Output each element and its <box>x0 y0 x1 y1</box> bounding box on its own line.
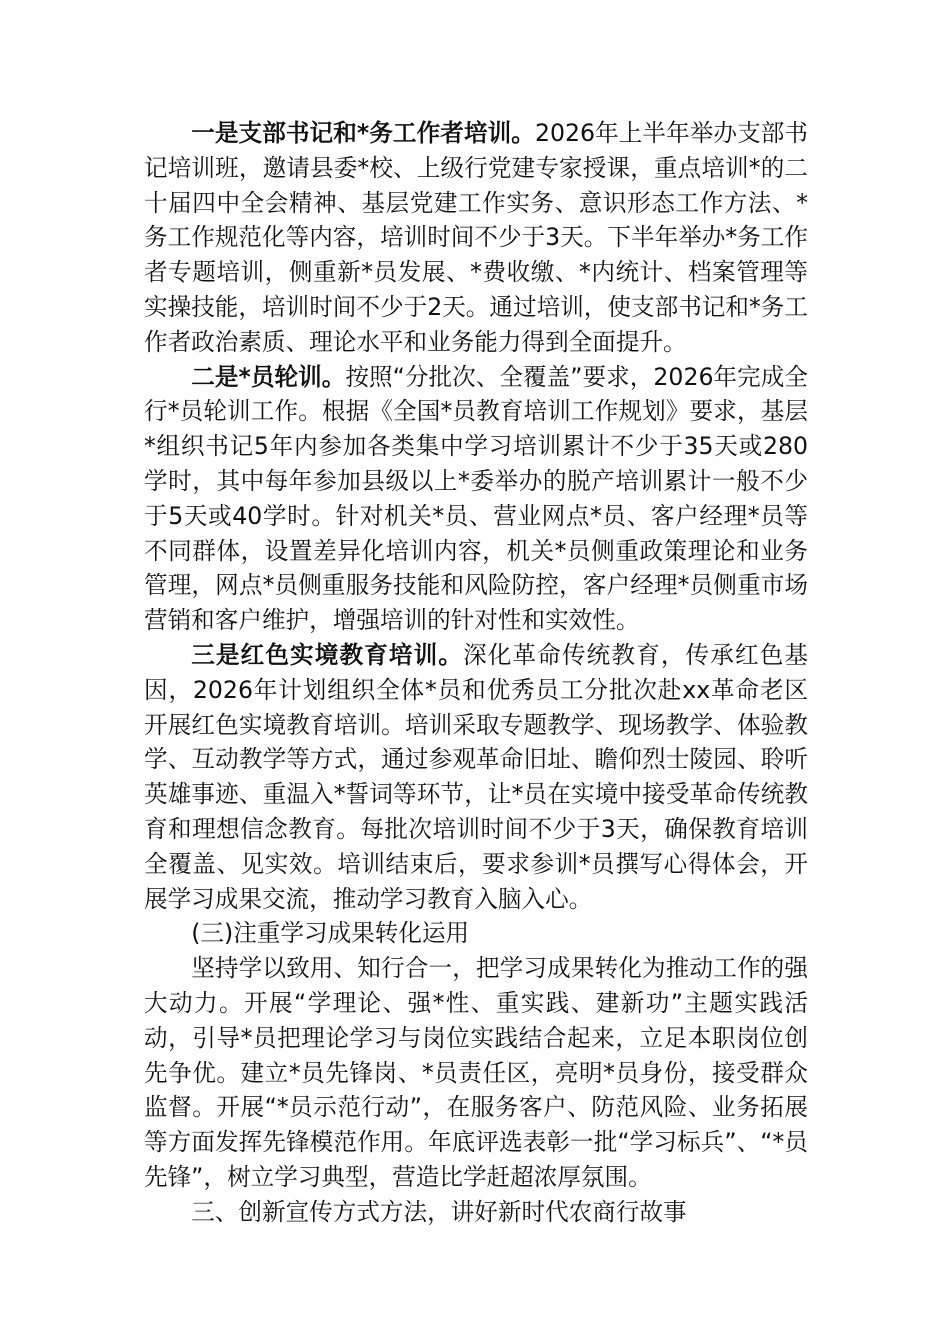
paragraph-branch-secretary-training <box>144 116 808 360</box>
paragraph-text: 深化革命传统教育，传承红色基因，2026年计划组织全体*员和优秀员工分批次赴xx革命老区开展红色实境教育培训。培训采取专题教学、现场教学、体验教学、互动教学等方式，通过参观革命旧址、瞻仰烈士陵园、聆听英雄事迹、重温入*誓词等环节，让*员在实境中接受革命传统教育和理想信念教育。每批次培训时间不少于3天，确保教育培训全覆盖、见实效。培训结束后，要求参训*员撰写心得体会，开展学习成果交流，推动学习教育入脑入心。 <box>144 640 809 913</box>
paragraph-text: 坚持学以致用、知行合一，把学习成果转化为推动工作的强大动力。开展“学理论、强*性、重实践、建新功”主题实践活动，引导*员把理论学习与岗位实践结合起来，立足本职岗位创先争优。建立*员先锋岗、*员责任区，亮明*员身份，接受群众监督。开展“*员示范行动”，在服务客户、防范风险、业务拓展等方面发挥先锋模范作用。年底评选表彰一批“学习标兵”、“*员先锋”，树立学习典型，营造比学赶超浓厚氛围。 <box>144 954 808 1191</box>
document-body <box>144 116 808 1230</box>
paragraph-lead: 三是红色实境教育培训。 <box>191 640 464 669</box>
section-heading-learning-outcomes <box>144 916 808 951</box>
paragraph-text: 三、创新宣传方式方法，讲好新时代农商行故事 <box>191 1197 687 1226</box>
section-heading-publicity-methods <box>144 1195 808 1230</box>
paragraph-member-rotation-training <box>144 360 808 638</box>
paragraph-lead: 二是*员轮训。 <box>191 362 346 391</box>
paragraph-text: 2026年上半年举办支部书记培训班，邀请县委*校、上级行党建专家授课，重点培训*的二十届四中全会精神、基层党建工作实务、意识形态工作方法、*务工作规范化等内容，培训时间不少于3天。下半年举办*务工作者专题培训，侧重新*员发展、*费收缴、*内统计、档案管理等实操技能，培训时间不少于2天。通过培训，使支部书记和*务工作者政治素质、理论水平和业务能力得到全面提升。 <box>144 119 809 356</box>
paragraph-text: (三)注重学习成果转化运用 <box>191 919 470 948</box>
paragraph-red-education-training <box>144 638 808 916</box>
paragraph-learning-outcomes <box>144 951 808 1195</box>
paragraph-text: 按照“分批次、全覆盖”要求，2026年完成全行*员轮训工作。根据《全国*员教育培训工作规划》要求，基层*组织书记5年内参加各类集中学习培训累计不少于35天或280学时，其中每年参加县级以上*委举办的脱产培训累计一般不少于5天或40学时。针对机关*员、营业网点*员、客户经理*员等不同群体，设置差异化培训内容，机关*员侧重政策理论和业务管理，网点*员侧重服务技能和风险防控，客户经理*员侧重市场营销和客户维护，增强培训的针对性和实效性。 <box>144 362 808 635</box>
paragraph-lead: 一是支部书记和*务工作者培训。 <box>191 119 535 147</box>
